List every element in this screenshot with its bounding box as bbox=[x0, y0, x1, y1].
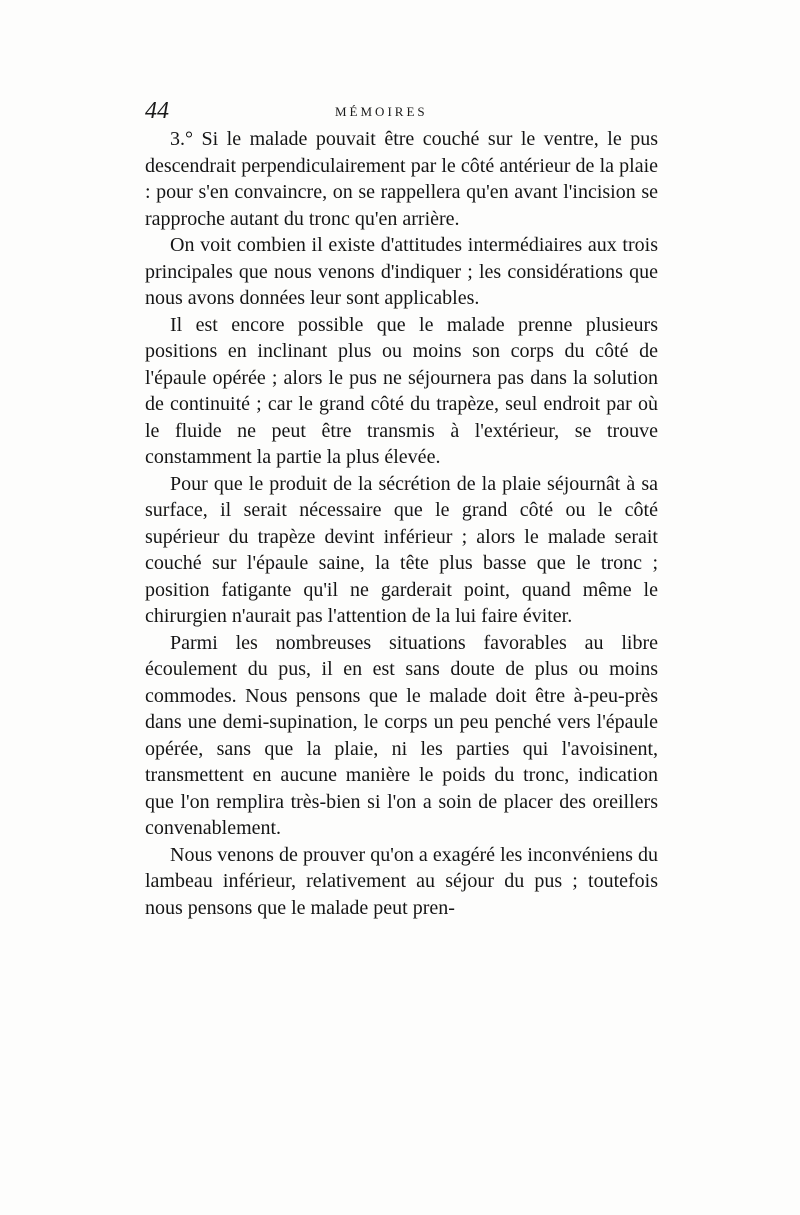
paragraph: On voit combien il existe d'attitudes intermédiaires aux trois principales que nous venons d'indiquer ; les considérations que nous avons données leur sont applicables. bbox=[145, 234, 658, 309]
paragraph: 3.° Si le malade pouvait être couché sur le ventre, le pus descendrait perpendiculairement par le côté antérieur de la plaie : pour s'en convaincre, on se rappellera qu'en avant l'incision se rapproche autant du tronc qu'en arrière. bbox=[145, 128, 658, 230]
body-text bbox=[145, 126, 658, 921]
running-head: MÉMOIRES bbox=[335, 104, 428, 119]
page-header bbox=[145, 98, 658, 126]
page-number: 44 bbox=[145, 98, 169, 124]
paragraph: Il est encore possible que le malade prenne plusieurs positions en inclinant plus ou moins son corps du côté de l'épaule opérée ; alors le pus ne séjournera pas dans la solution de continuité ; car le grand côté du trapèze, seul endroit par où le fluide ne peut être transmis à l'extérieur, se trouve constamment la partie la plus élevée. bbox=[145, 313, 658, 468]
paragraph: Pour que le produit de la sécrétion de la plaie séjournât à sa surface, il serait nécessaire que le grand côté ou le côté supérieur du trapèze devint inférieur ; alors le malade serait couché sur l'épaule saine, la tête plus basse que le tronc ; position fatigante qu'il ne garderait point, quand même le chirurgien n'aurait pas l'attention de la lui faire éviter. bbox=[145, 472, 658, 627]
paragraph: Parmi les nombreuses situations favorables au libre écoulement du pus, il en est sans doute de plus ou moins commodes. Nous pensons que le malade doit être à-peu-près dans une demi-supination, le corps un peu penché vers l'épaule opérée, sans que la plaie, ni les parties qui l'avoisinent, transmettent en aucune manière le poids du tronc, indication que l'on remplira très-bien si l'on a soin de placer des oreillers convenablement. bbox=[145, 631, 658, 839]
paragraph: Nous venons de prouver qu'on a exagéré les inconvéniens du lambeau inférieur, relativement au séjour du pus ; toutefois nous pensons que le malade peut pren- bbox=[145, 843, 658, 919]
